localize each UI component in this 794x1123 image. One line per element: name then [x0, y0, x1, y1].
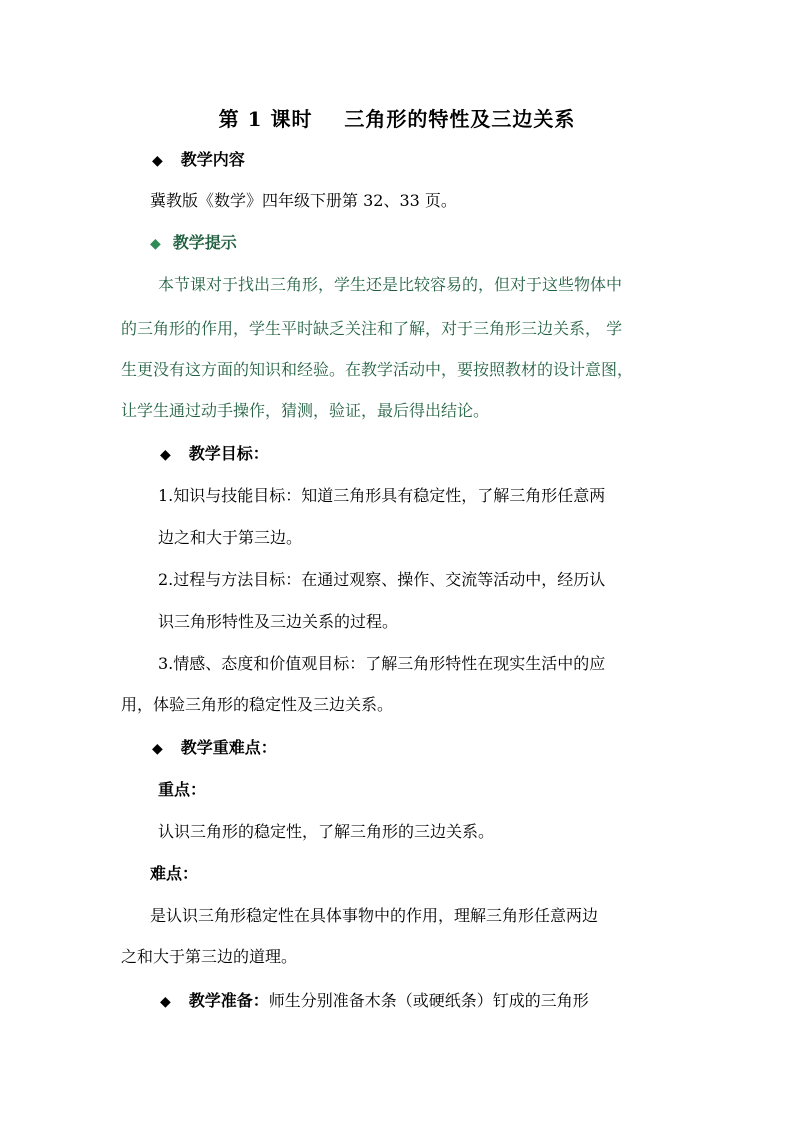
section-goals-heading: ◆ 教学目标： [160, 443, 269, 466]
focus-text: 认识三角形的稳定性，了解三角形的三边关系。 [158, 822, 495, 841]
tips-line: 本节课对于找出三角形，学生还是比较容易的，但对于这些物体中 [158, 275, 623, 294]
goals-line: 用，体验三角形的稳定性及三边关系。 [121, 695, 394, 714]
diamond-bullet-icon: ◆ [150, 236, 161, 252]
diamond-bullet-icon: ◆ [160, 447, 171, 463]
section-preparation: ◆ 教学准备：师生分别准备木条（或硬纸条）钉成的三角形 [160, 990, 589, 1013]
section-tips-heading: ◆ 教学提示 [150, 232, 237, 255]
diamond-bullet-icon: ◆ [152, 153, 163, 169]
goals-line: 边之和大于第三边。 [158, 528, 303, 547]
tips-line: 生更没有这方面的知识和经验。在教学活动中，要按照教材的设计意图， [121, 360, 634, 379]
goals-line: 识三角形特性及三边关系的过程。 [158, 612, 399, 631]
goals-line: 3.情感、态度和价值观目标：了解三角形特性在现实生活中的应 [158, 654, 606, 673]
preparation-text: 师生分别准备木条（或硬纸条）钉成的三角形 [268, 991, 589, 1010]
lesson-title: 第 1 课时 三角形的特性及三边关系 [218, 107, 576, 131]
difficulty-label: 难点： [150, 864, 199, 883]
difficulty-line: 之和大于第三边的道理。 [121, 947, 298, 966]
section-content-text: 冀教版《数学》四年级下册第 32、33 页。 [150, 191, 457, 210]
section-content-heading: ◆ 教学内容 [152, 149, 245, 172]
section-keypoints-heading: ◆ 教学重难点： [152, 737, 277, 760]
difficulty-line: 是认识三角形稳定性在具体事物中的作用，理解三角形任意两边 [150, 906, 599, 925]
tips-line: 的三角形的作用，学生平时缺乏关注和了解，对于三角形三边关系， 学 [121, 319, 623, 338]
goals-line: 1.知识与技能目标：知道三角形具有稳定性，了解三角形任意两 [158, 486, 606, 505]
diamond-bullet-icon: ◆ [152, 741, 163, 757]
diamond-bullet-icon: ◆ [160, 994, 171, 1010]
tips-line: 让学生通过动手操作，猜测，验证，最后得出结论。 [121, 401, 490, 420]
goals-line: 2.过程与方法目标：在通过观察、操作、交流等活动中，经历认 [158, 570, 606, 589]
focus-label: 重点： [158, 780, 207, 799]
